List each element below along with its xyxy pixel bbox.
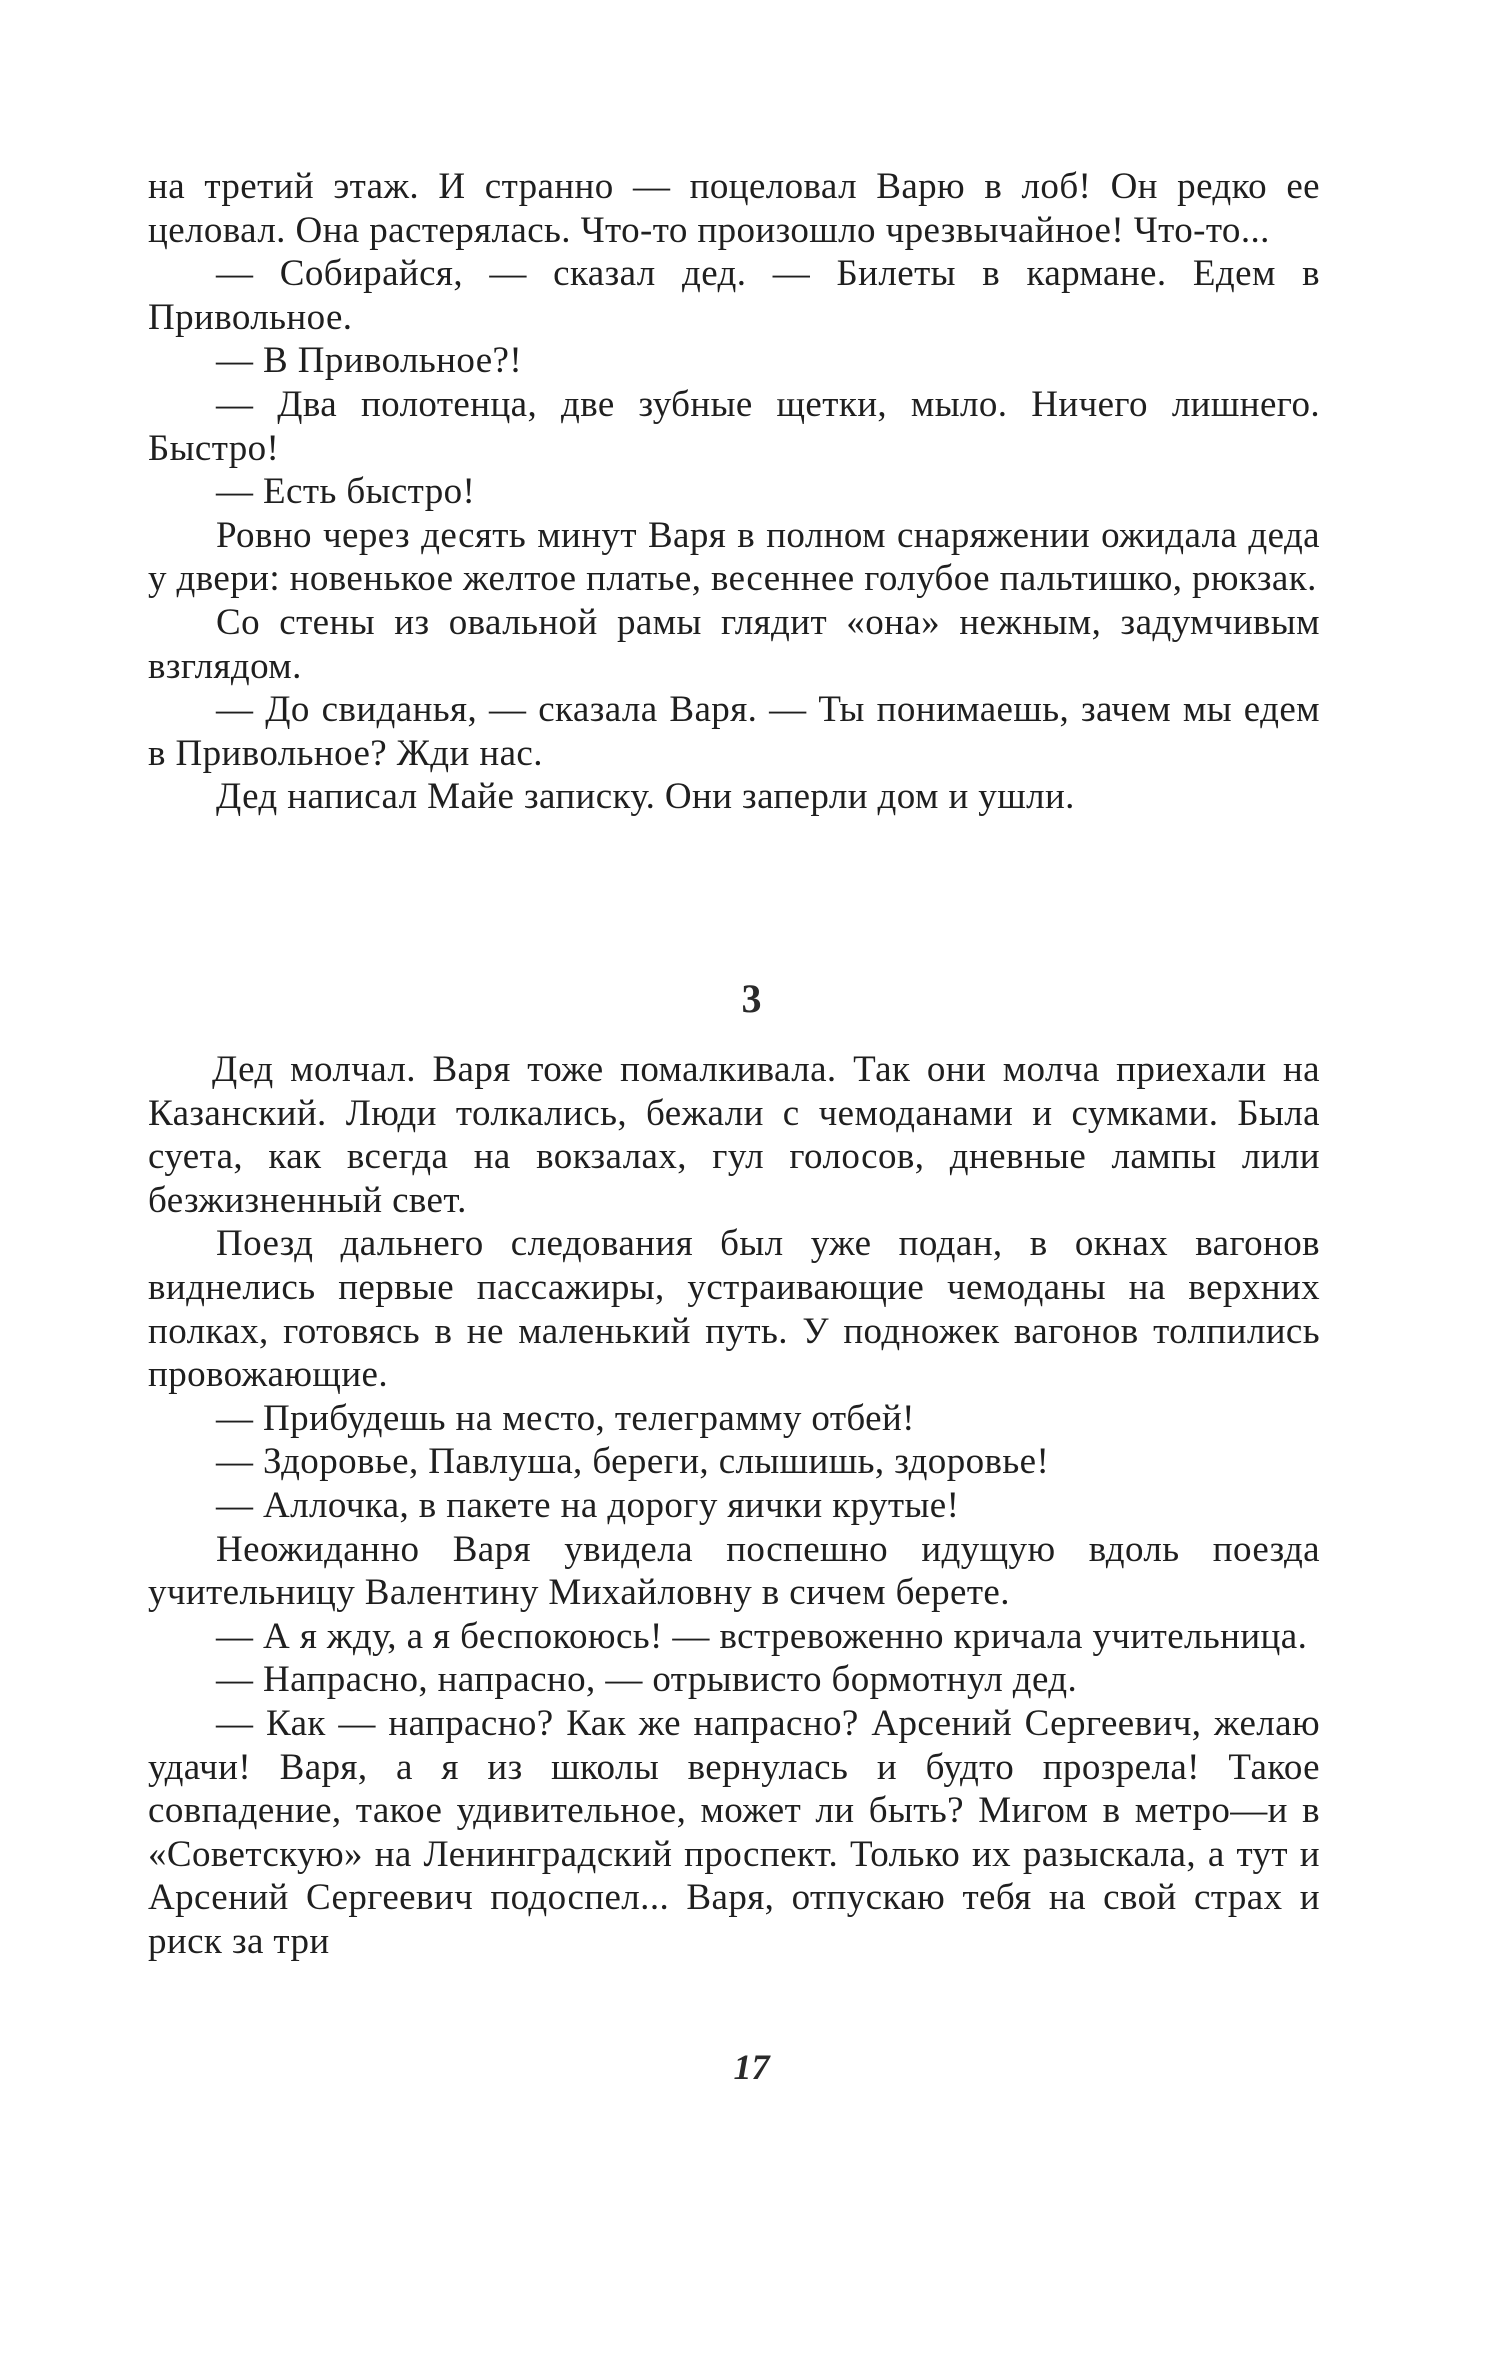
- paragraph: на третий этаж. И странно — поцеловал Варю в лоб! Он редко ее целовал. Она растерялась. Что-то произошло чрезвычайное! Что-то...: [148, 166, 1320, 251]
- paragraph: — До свиданья, — сказала Варя. — Ты понимаешь, зачем мы едем в Привольное? Жди нас.: [148, 689, 1320, 774]
- paragraph: Дед написал Майе записку. Они заперли дом и ушли.: [216, 776, 1075, 818]
- page-number: 17: [733, 2047, 770, 2087]
- paragraph: — А я жду, а я беспокоюсь! — встревоженно кричала учительница.: [216, 1615, 1308, 1657]
- paragraph: — Есть быстро!: [216, 471, 476, 513]
- paragraph: — Два полотенца, две зубные щетки, мыло. Ничего лишнего. Быстро!: [148, 383, 1320, 469]
- paragraph: Со стены из овальной рамы глядит «она» нежным, задумчивым взглядом.: [148, 601, 1320, 687]
- paragraph: — Как — напрасно? Как же напрасно? Арсений Сергеевич, желаю удачи! Варя, а я из школы вернулась и будто прозрела! Такое совпадение, такое удивительное, может ли быть? Мигом в метро—и в «Советскую» на Ленинградский проспект. Только их разыскала, а тут и Арсений Сергеевич подоспел... Варя, отпускаю тебя на свой страх и риск за три: [148, 1702, 1320, 1962]
- paragraph: — Собирайся, — сказал дед. — Билеты в кармане. Едем в Привольное.: [148, 253, 1320, 338]
- text-section-after: [148, 1048, 1320, 1963]
- paragraph: — В Привольное?!: [216, 340, 523, 382]
- paragraph: Дед молчал. Варя тоже помалкивала. Так они молча приехали на Казанский. Люди толкались, бежали с чемоданами и сумками. Была суета, как всегда на вокзалах, гул голосов, дневные лампы лили безжизненный свет.: [148, 1049, 1320, 1221]
- paragraph: — Прибудешь на место, телеграмму отбей!: [216, 1397, 915, 1439]
- paragraph: — Здоровье, Павлуша, береги, слышишь, здоровье!: [216, 1441, 1050, 1483]
- text-section-before: [148, 165, 1320, 819]
- paragraph: Поезд дальнего следования был уже подан, в окнах вагонов виднелись первые пассажиры, устраивающие чемоданы на верхних полках, готовясь в не маленький путь. У подножек вагонов толпились провожающие.: [148, 1223, 1320, 1396]
- chapter-number: 3: [741, 976, 762, 1021]
- paragraph: Ровно через десять минут Варя в полном снаряжении ожидала деда у двери: новенькое желтое платье, весеннее голубое пальтишко, рюкзак.: [148, 514, 1320, 600]
- paragraph: Неожиданно Варя увидела поспешно идущую вдоль поезда учительницу Валентину Михайловну в сичем берете.: [148, 1528, 1320, 1614]
- paragraph: — Аллочка, в пакете на дорогу яички крутые!: [216, 1484, 960, 1526]
- paragraph: — Напрасно, напрасно, — отрывисто бормотнул дед.: [216, 1659, 1078, 1701]
